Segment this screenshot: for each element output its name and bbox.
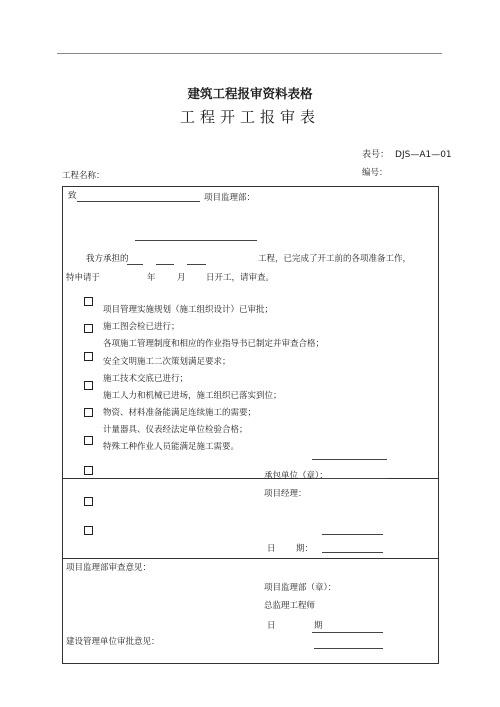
project-blank-2 [156,264,174,265]
supervision-dept-label: 项目监理部： [204,193,256,203]
serial-number-label: 编号： [362,168,388,178]
checklist-item-5: 施工技术交底已进行； [103,374,189,384]
contractor-label: 承包单位（章）： [264,471,328,481]
checklist-item-1: 项目管理实施规划（施工组织设计）已审批； [103,305,274,315]
review-date-period: 期 [314,621,323,631]
form-border-bottom [62,663,439,664]
checklist-item-3: 各项施工管理制度和相应的作业指导书已制定并审查合格； [103,339,325,349]
apply-year: 年 [147,273,156,283]
form-title: 工程开工报审表 [179,108,320,126]
doc-title: 建筑工程报审资料表格 [187,86,313,101]
checklist-item-9: 特殊工种作业人员能满足施工需要。 [103,442,240,452]
checkbox-1[interactable] [84,297,93,306]
checkbox-5[interactable] [84,408,93,417]
apply-month: 月 [177,273,186,283]
contractor-date-line [322,552,383,553]
blank-line [135,240,257,241]
approval-title: 建设管理单位审批意见： [66,637,160,647]
pm-sign-line [322,534,383,535]
apply-prefix: 特申请于 [66,273,101,283]
top-rule [57,53,442,54]
review-title: 项目监理部审查意见： [66,563,152,573]
approval-line [314,648,383,649]
checkbox-8[interactable] [84,497,93,506]
checkbox-3[interactable] [84,352,93,361]
project-blank-3 [187,264,206,265]
supervision-dept-blank [77,201,200,202]
project-manager-label: 项目经理： [264,489,307,499]
checklist-item-2: 施工图会检已进行； [103,322,180,332]
review-dept-label: 项目监理部（章）： [264,583,337,593]
project-blank-1 [127,264,143,265]
contractor-date-period: 期： [296,544,314,554]
checklist-item-7: 物资、材料准备能满足连续施工的需要； [103,408,257,418]
review-date-line [312,632,383,633]
apply-day-suffix: 日开工，请审查。 [206,273,275,283]
form-number-value: DJS—A1—01 [395,150,452,160]
form-border-left [62,186,63,664]
checkbox-9[interactable] [84,526,93,535]
form-border-top [62,186,439,187]
section-divider-2 [62,558,439,559]
checkbox-7[interactable] [84,466,93,475]
checkbox-2[interactable] [84,324,93,333]
form-border-right [438,186,439,664]
contractor-sign-line [312,459,387,460]
checklist-item-4: 安全文明施工二次策划满足要求； [103,357,231,367]
checkbox-6[interactable] [84,436,93,445]
checkbox-4[interactable] [84,381,93,390]
intro-suffix: 工程，已完成了开工前的各项准备工作， [258,254,412,264]
project-name-label: 工程名称： [62,171,105,181]
checklist-item-8: 计量器具、仪表经法定单位检验合格； [103,425,248,435]
review-date-day: 日 [267,621,276,631]
chief-engineer-label: 总监理工程师 [264,601,316,611]
form-number [362,149,452,161]
to-prefix: 致 [68,191,77,201]
contractor-date-day: 日 [267,544,276,554]
form-number-label: 表号： [362,150,390,160]
checklist-item-6: 施工人力和机械已进场，施工组织已落实到位； [103,391,282,401]
intro-prefix: 我方承担的 [86,254,129,264]
